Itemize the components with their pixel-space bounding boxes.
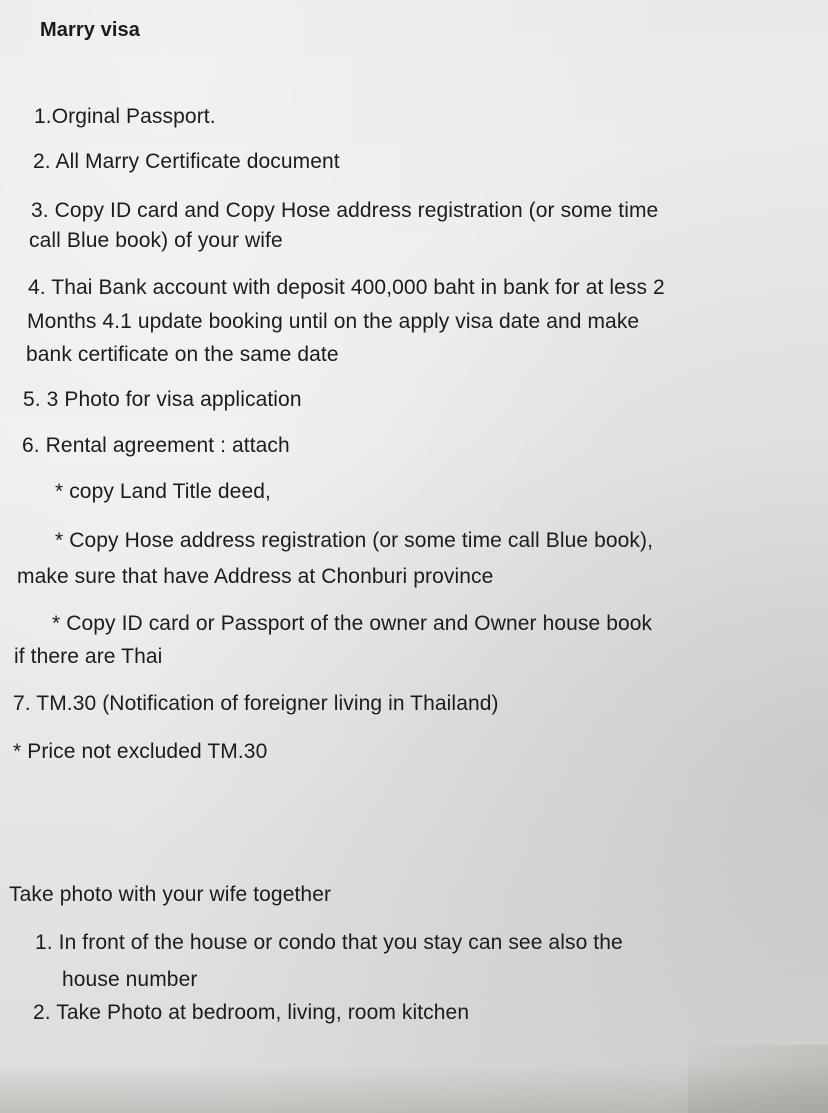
requirement-line: 2. All Marry Certificate document <box>33 150 340 173</box>
requirement-subitem: * copy Land Title deed, <box>55 480 271 503</box>
requirement-line: 3. Copy ID card and Copy Hose address registration (or some time <box>31 199 659 222</box>
requirement-subitem: * Copy Hose address registration (or some time call Blue book), <box>55 529 654 552</box>
price-note: * Price not excluded TM.30 <box>13 740 268 763</box>
requirement-line: bank certificate on the same date <box>26 343 339 366</box>
photo-item: 2. Take Photo at bedroom, living, room kitchen <box>33 1001 470 1024</box>
requirement-line: Months 4.1 update booking until on the apply visa date and make <box>27 310 640 333</box>
paper-edge-shadow <box>688 1045 828 1113</box>
requirement-line: 5. 3 Photo for visa application <box>23 388 302 411</box>
requirement-subitem: if there are Thai <box>14 645 163 668</box>
requirement-line: 4. Thai Bank account with deposit 400,000 baht in bank for at less 2 <box>28 276 665 299</box>
photo-section-heading: Take photo with your wife together <box>9 883 332 906</box>
requirement-subitem: * Copy ID card or Passport of the owner and Owner house book <box>52 612 653 635</box>
photo-item: house number <box>62 968 198 991</box>
photo-item: 1. In front of the house or condo that you stay can see also the <box>35 931 623 954</box>
requirement-subitem: make sure that have Address at Chonburi province <box>17 565 494 588</box>
document-title: Marry visa <box>40 19 140 41</box>
requirement-line: 1.Orginal Passport. <box>34 105 216 128</box>
requirement-line: 7. TM.30 (Notification of foreigner living in Thailand) <box>13 692 499 715</box>
requirement-line: call Blue book) of your wife <box>29 229 283 252</box>
requirement-line: 6. Rental agreement : attach <box>22 434 290 457</box>
